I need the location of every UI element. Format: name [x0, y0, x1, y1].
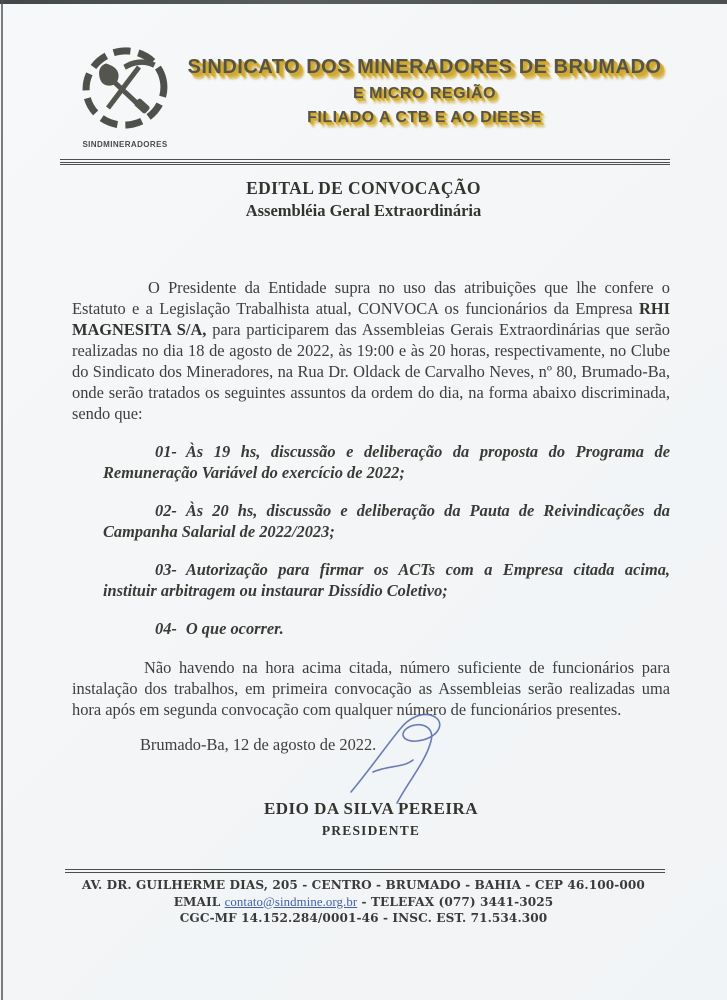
agenda-item-number: 01- — [155, 442, 177, 461]
intro-seg3: para participarem das Assembleias Gerais Extraordinárias que serão realizadas no dia 18 de agosto de 2022, às 19:00 e às 20 horas, respectivamente, no Clube do Sindicato dos Mineradores, na Rua Dr. Oldack de Carvalho Neves, nº 80, Brumado-Ba, onde serão tratados os seguintes assuntos da ordem do dia, na forma abaixo discriminada, sendo que: — [72, 320, 671, 423]
intro-seg1: O Presidente da Entidade supra no uso das atribuições que lhe confere o Estatuto e a Legislação Trabalhista atual, CONVOCA os funcionários da Empresa — [72, 278, 670, 318]
union-name-line1: SINDICATO DOS MINERADORES DE BRUMADO — [187, 56, 662, 78]
logo-caption: SINDMINERADORES — [82, 140, 168, 149]
agenda-item-number: 04- — [155, 619, 177, 638]
agenda-item-text: O que ocorrer. — [185, 619, 284, 638]
date-line: Brumado-Ba, 12 de agosto de 2022. — [140, 735, 377, 754]
telefax-text: - TELEFAX (077) 3441-3025 — [361, 894, 554, 909]
agenda-item-text: Às 20 hs, discussão e deliberação da Pauta de Reivindicações da Campanha Salarial de 2022/2023; — [103, 501, 670, 541]
agenda-item — [103, 500, 670, 542]
agenda-item-text: Às 19 hs, discussão e deliberação da proposta do Programa de Remuneração Variável do exercício de 2022; — [103, 442, 670, 482]
agenda-item-number: 02- — [155, 501, 177, 520]
footer-divider — [65, 869, 665, 873]
footer-address: AV. DR. GUILHERME DIAS, 205 - CENTRO - BRUMADO - BAHIA - CEP 46.100-000 — [82, 878, 645, 892]
union-name-line3: FILIADO A CTB E AO DIEESE — [307, 109, 542, 126]
footer-contact — [0, 894, 727, 911]
agenda-item — [103, 559, 670, 601]
union-logo — [66, 46, 184, 149]
letterhead — [0, 0, 727, 149]
email-label: EMAIL — [173, 894, 221, 909]
miners-tools-icon — [75, 46, 175, 134]
scan-edge-left — [1, 0, 3, 1000]
signer-role: PRESIDENTE — [321, 823, 421, 838]
agenda-item — [103, 618, 670, 639]
scan-edge-top — [0, 0, 727, 4]
intro-paragraph — [72, 277, 670, 424]
quorum-text: Não havendo na hora acima citada, número suficiente de funcionários para instalação dos trabalhos, em primeira convocação as Assembleias serão realizadas uma hora após em segunda convocação com qualquer número de funcionários presentes. — [72, 658, 670, 719]
signer-name: EDIO DA SILVA PEREIRA — [263, 799, 479, 818]
agenda-item-text: Autorização para firmar os ACTs com a Empresa citada acima, instituir arbitragem ou instaurar Dissídio Coletivo; — [103, 560, 670, 600]
company-name: RHI MAGNESITA S/A, — [72, 299, 670, 339]
agenda-item — [103, 441, 670, 483]
union-name-line2: E MICRO REGIÃO — [352, 85, 496, 102]
email-link[interactable]: contato@sindmine.org.br — [224, 894, 358, 909]
signature-icon — [345, 708, 461, 810]
letter-footer — [0, 869, 727, 927]
document-title: EDITAL DE CONVOCAÇÃO — [246, 178, 481, 198]
header-divider — [60, 159, 670, 165]
footer-registry: CGC-MF 14.152.284/0001-46 - INSC. EST. 71.534.300 — [179, 911, 548, 925]
union-name-block — [184, 46, 669, 149]
agenda-item-number: 03- — [155, 560, 177, 579]
document-subtitle: Assembléia Geral Extraordinária — [245, 201, 482, 220]
